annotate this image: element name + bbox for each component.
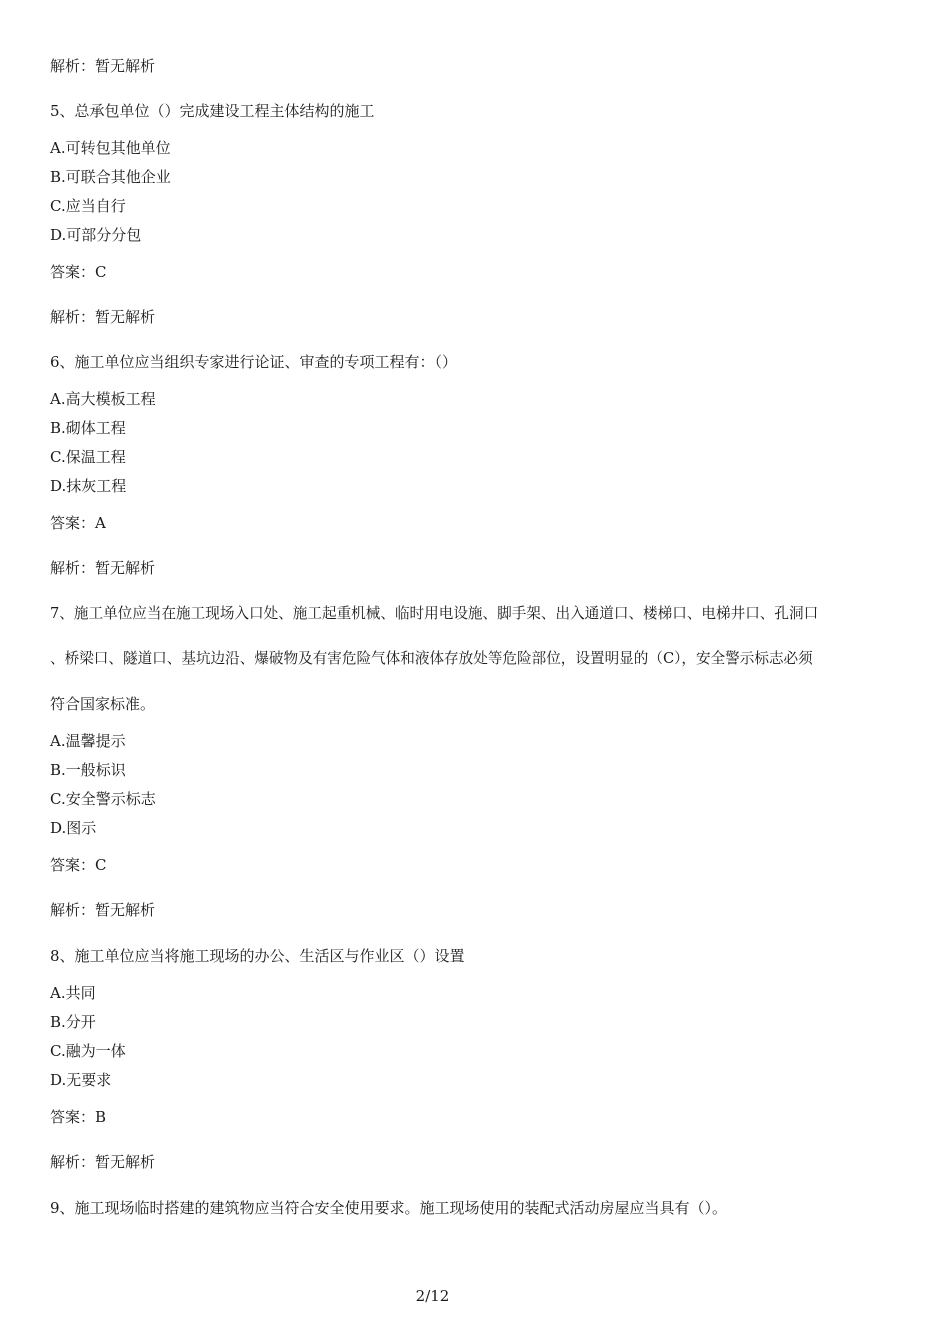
option-c: C.安全警示标志 bbox=[50, 790, 156, 808]
answer-text: 答案：C bbox=[50, 263, 107, 281]
answer-text: 答案：A bbox=[50, 514, 106, 532]
option-b: B.可联合其他企业 bbox=[50, 168, 171, 186]
option-d: D.图示 bbox=[50, 819, 97, 837]
option-c: C.保温工程 bbox=[50, 448, 126, 466]
analysis-text: 解析：暂无解析 bbox=[50, 559, 156, 577]
option-a: A.温馨提示 bbox=[50, 732, 126, 750]
page-number: 2/12 bbox=[415, 1287, 450, 1305]
analysis-text: 解析：暂无解析 bbox=[50, 901, 156, 919]
option-a: A.可转包其他单位 bbox=[50, 139, 171, 157]
question-stem-line-2: 、桥梁口、隧道口、基坑边沿、爆破物及有害危险气体和液体存放处等危险部位，设置明显的（C），安全警示标志必须 bbox=[50, 650, 813, 667]
answer-text: 答案：C bbox=[50, 856, 107, 874]
option-a: A.高大模板工程 bbox=[50, 390, 156, 408]
question-stem: 6、施工单位应当组织专家进行论证、审查的专项工程有：（） bbox=[50, 353, 458, 371]
option-b: B.一般标识 bbox=[50, 761, 126, 779]
option-d: D.无要求 bbox=[50, 1071, 112, 1089]
option-c: C.融为一体 bbox=[50, 1042, 126, 1060]
analysis-text: 解析：暂无解析 bbox=[50, 57, 156, 75]
question-stem-line-1: 7、施工单位应当在施工现场入口处、施工起重机械、临时用电设施、脚手架、出入通道口、楼梯口、电梯井口、孔洞口 bbox=[50, 605, 819, 622]
option-d: D.可部分分包 bbox=[50, 226, 142, 244]
option-b: B.砌体工程 bbox=[50, 419, 126, 437]
question-stem: 8、施工单位应当将施工现场的办公、生活区与作业区（）设置 bbox=[50, 947, 465, 965]
analysis-text: 解析：暂无解析 bbox=[50, 1153, 156, 1171]
option-b: B.分开 bbox=[50, 1013, 96, 1031]
question-stem-line-3: 符合国家标准。 bbox=[50, 695, 156, 713]
answer-text: 答案：B bbox=[50, 1108, 107, 1126]
question-stem: 5、总承包单位（）完成建设工程主体结构的施工 bbox=[50, 102, 375, 120]
analysis-text: 解析：暂无解析 bbox=[50, 308, 156, 326]
question-stem: 9、施工现场临时搭建的建筑物应当符合安全使用要求。施工现场使用的装配式活动房屋应当具有（）。 bbox=[50, 1199, 728, 1217]
option-a: A.共同 bbox=[50, 984, 96, 1002]
option-d: D.抹灰工程 bbox=[50, 477, 127, 495]
option-c: C.应当自行 bbox=[50, 197, 126, 215]
